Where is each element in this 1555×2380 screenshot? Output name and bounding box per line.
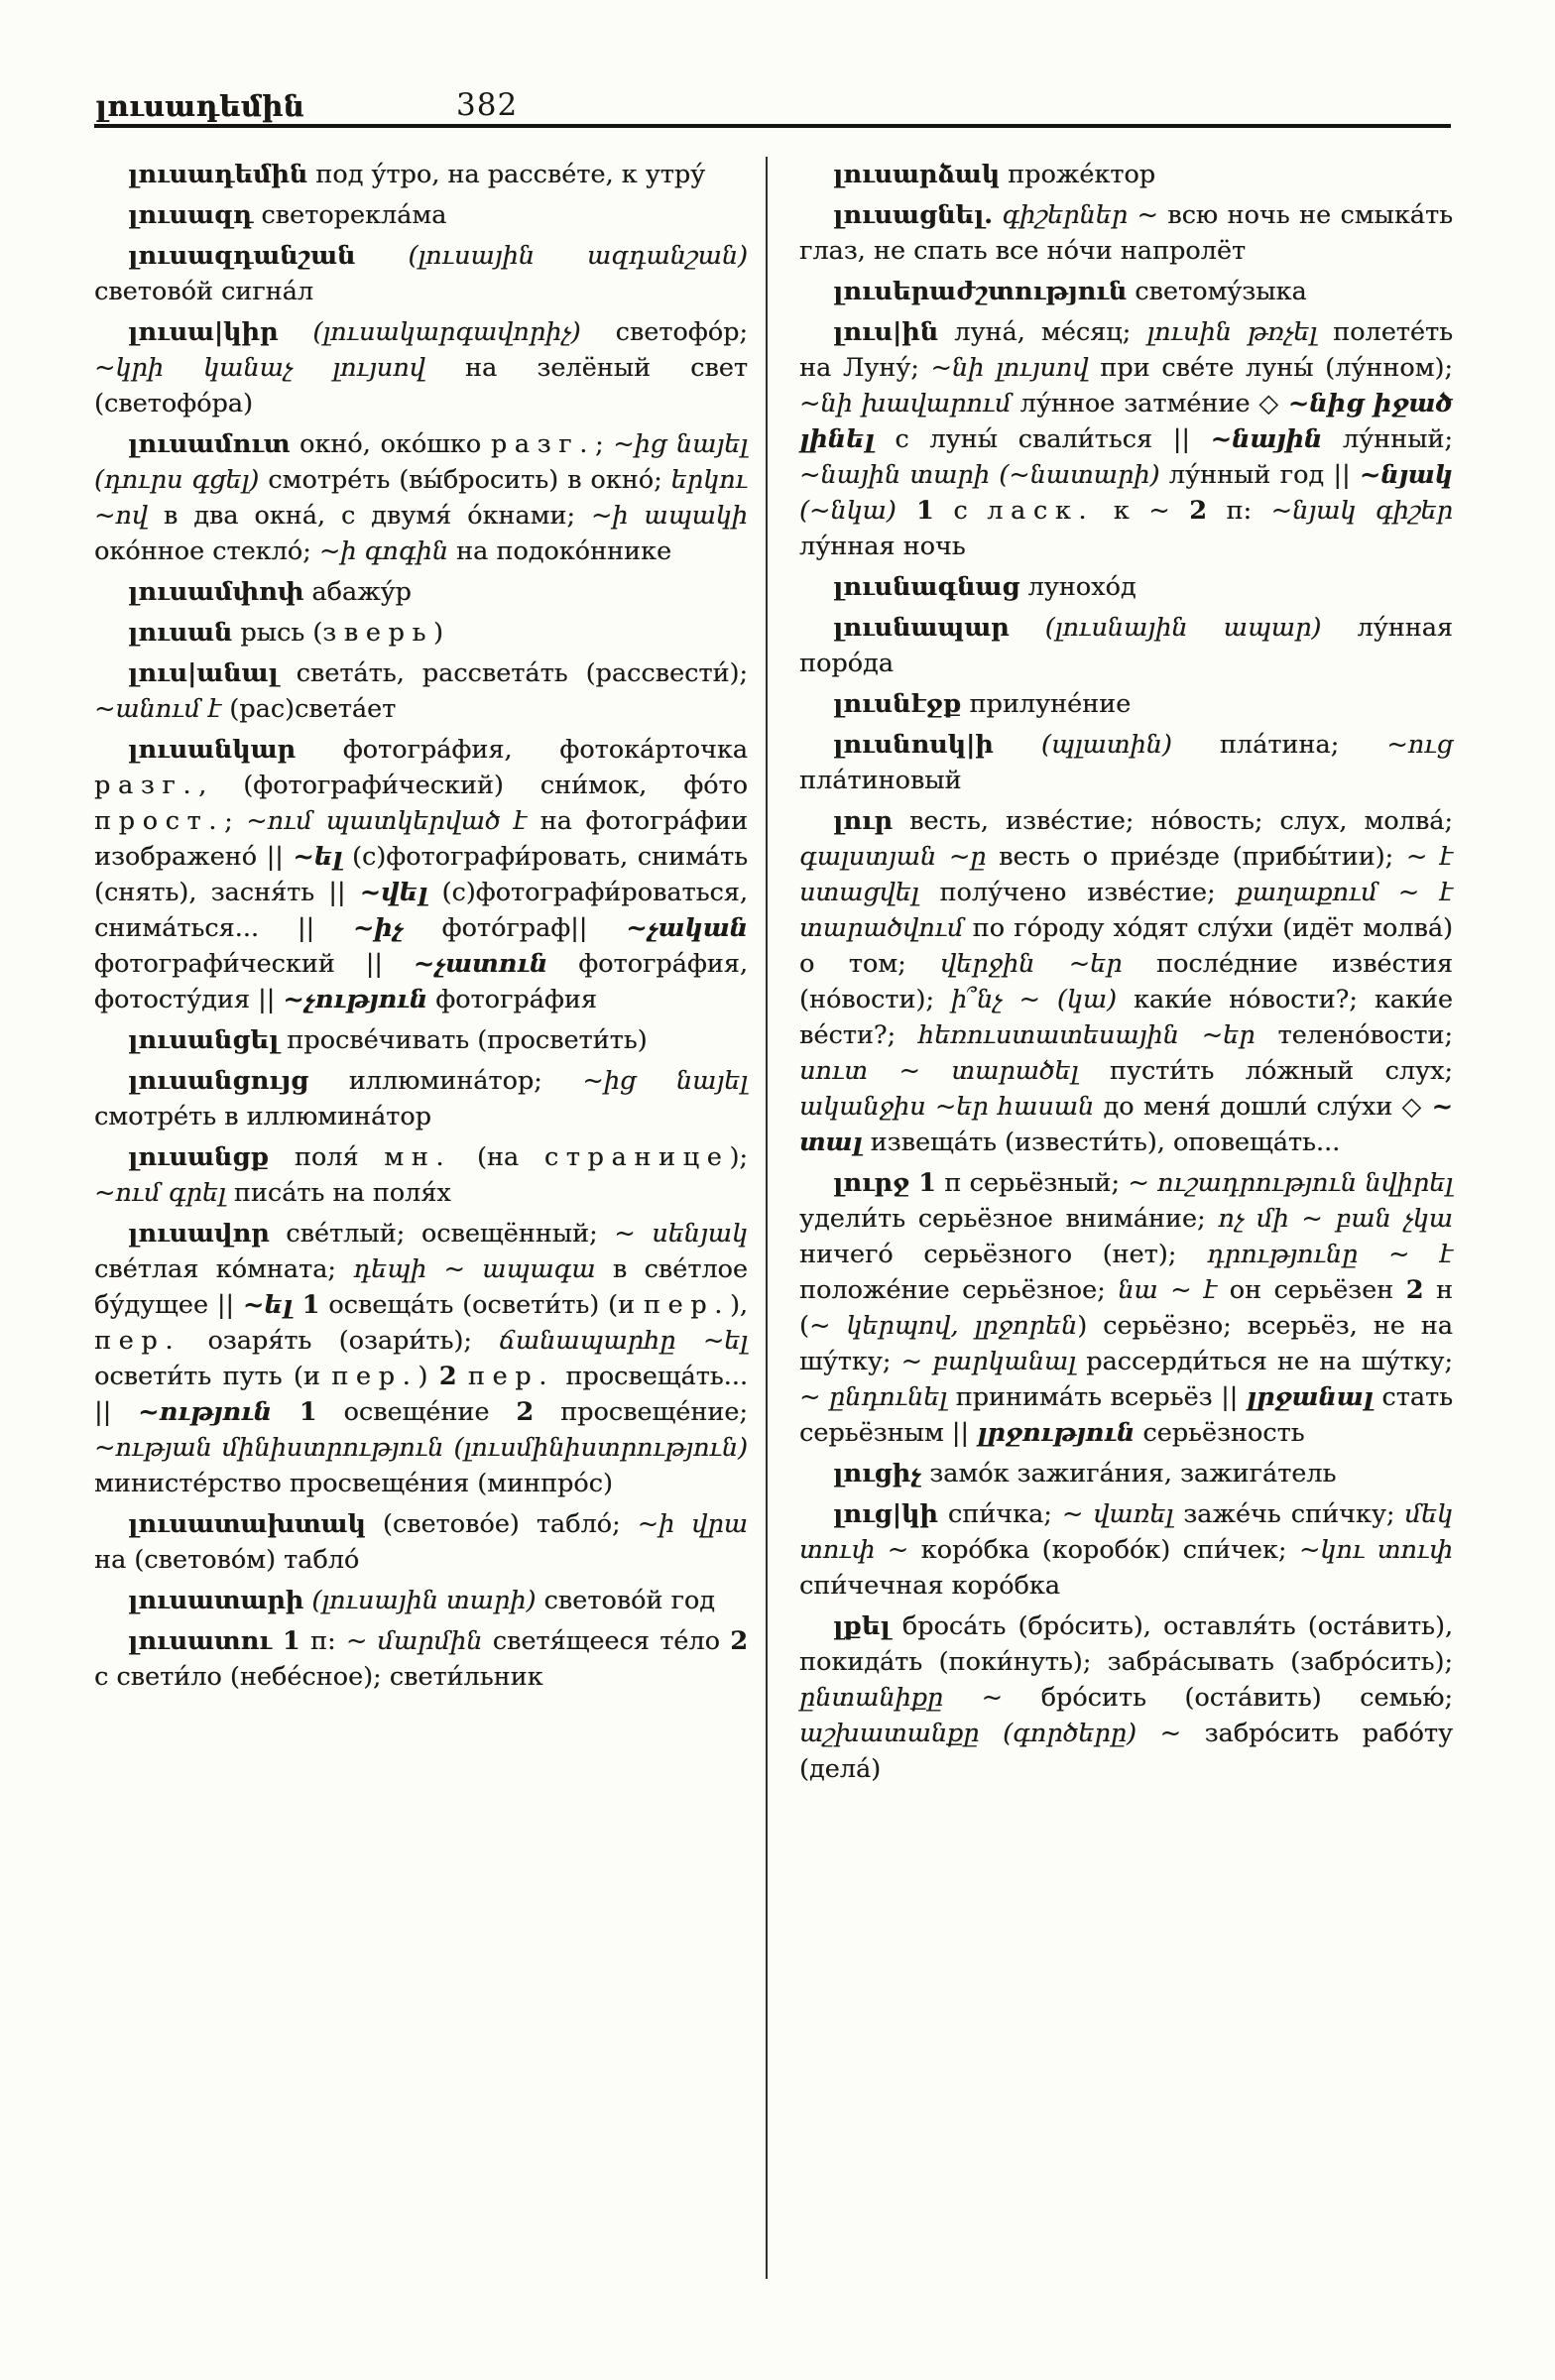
armenian-sublemma: ~ություն: [138, 1397, 273, 1427]
sense-number: 1: [896, 496, 934, 526]
russian-translation: забро́сить рабо́ту (дела́): [799, 1719, 1453, 1784]
russian-translation: весть, изве́стие; но́вость; слух, молва́;: [893, 806, 1453, 836]
dictionary-entry: [799, 157, 1453, 192]
russian-translation: озаря́ть (озари́ть);: [180, 1326, 500, 1356]
russian-translation: луна́, ме́сяц;: [938, 317, 1147, 347]
sense-number: 1: [909, 1168, 936, 1198]
sense-number: 1: [272, 1397, 317, 1427]
russian-translation: [456, 1362, 467, 1391]
headword: լուսնոսկ|ի: [833, 730, 994, 760]
russian-translation: всю ночь не смыка́ть глаз, не спать все но́чи напролёт: [799, 200, 1453, 266]
armenian-example: ~նյակ գիշեր: [1270, 496, 1453, 526]
headword: լուր: [833, 806, 894, 836]
russian-translation: просвеща́ть... ||: [94, 1362, 748, 1427]
headword: լուսատախտակ: [128, 1509, 366, 1539]
header-rule: [94, 124, 1451, 128]
dictionary-entry: [94, 1623, 748, 1695]
armenian-sublemma: ~ տալ: [799, 1092, 1453, 1157]
russian-translation: светово́й сигна́л: [94, 277, 314, 306]
armenian-sublemma: ~չություն: [283, 985, 428, 1014]
armenian-example: ~ի ապակի: [590, 501, 748, 531]
russian-translation: до меня́ дошли́ слу́хи ◇: [1094, 1092, 1432, 1122]
russian-translation: лу́нная поро́да: [799, 613, 1453, 678]
abbreviation: ласк.: [987, 496, 1095, 526]
russian-translation: смотре́ть (вы́бросить) в окно́;: [259, 465, 671, 495]
russian-translation: при све́те луны́ (лу́нном);: [1088, 353, 1453, 383]
dictionary-entry: [94, 574, 748, 610]
russian-translation: ;: [594, 429, 614, 459]
russian-translation: (на: [451, 1142, 544, 1172]
russian-translation: око́нное стекло́;: [94, 536, 319, 566]
russian-translation: с луны́ свали́ться ||: [874, 424, 1211, 454]
headword: լուսնէջք: [833, 689, 962, 719]
armenian-example: վերջին ~եր: [940, 949, 1123, 979]
russian-translation: с свети́ло (небе́сное); свети́льник: [94, 1662, 543, 1692]
armenian-example: ~ում գրել: [94, 1178, 226, 1208]
russian-translation: ) серьёзно; всерьёз, не на шу́тку;: [799, 1311, 1453, 1376]
armenian-sublemma: ~վել: [359, 878, 428, 907]
russian-translation: освеща́ть (освети́ть) (и: [319, 1290, 644, 1320]
headword: լուսանցույց: [128, 1066, 309, 1096]
dictionary-entry: [799, 686, 1453, 722]
abbreviation: мн.: [384, 1142, 452, 1172]
dictionary-entry: [94, 197, 748, 233]
russian-translation: на (светово́м) табло́: [94, 1545, 360, 1575]
russian-translation: коро́бка (коробо́к) спи́чек;: [908, 1535, 1299, 1565]
russian-translation: лунохо́д: [1019, 572, 1136, 602]
russian-translation: п:: [299, 1626, 346, 1656]
armenian-sublemma: ~նային: [1210, 424, 1323, 454]
russian-translation: в два окна́, с двумя́ о́кнами;: [147, 501, 591, 531]
armenian-example: նա ~ է: [1118, 1275, 1218, 1305]
dictionary-entry: [799, 569, 1453, 605]
russian-translation: броса́ть (бро́сить), оставля́ть (оста́вить), покида́ть (поки́нуть); забра́сывать (забро́сить);: [799, 1611, 1453, 1677]
russian-translation: лу́нный;: [1322, 424, 1453, 454]
russian-translation: светофо́р;: [580, 317, 748, 347]
headword: լուսամփոփ: [128, 577, 304, 607]
russian-translation: к ~: [1094, 496, 1190, 526]
armenian-example: դրությունը ~ է: [1206, 1240, 1453, 1269]
russian-translation: в све́тлое бу́дущее ||: [94, 1254, 748, 1320]
dictionary-entry: [94, 1139, 748, 1211]
russian-translation: п серьёзный;: [935, 1168, 1129, 1198]
russian-translation: светя́щееся те́ло: [482, 1626, 731, 1656]
armenian-sublemma: ~ել: [293, 842, 343, 872]
dictionary-entry: [94, 732, 748, 1017]
headword: լուսնապար: [833, 613, 1010, 643]
russian-translation: полу́чено изве́стие;: [918, 878, 1237, 907]
headword: լուսնագնաց: [833, 572, 1020, 602]
armenian-sublemma: ~ել: [242, 1290, 293, 1320]
running-head-keyword: լուսադեմին: [95, 89, 305, 123]
dictionary-entry: [94, 426, 748, 569]
armenian-example: ~ի վրա: [637, 1509, 748, 1539]
russian-translation: спи́чка;: [937, 1499, 1062, 1529]
russian-translation: проже́ктор: [1000, 160, 1156, 189]
russian-translation: каки́е но́вости?; каки́е ве́сти?;: [799, 985, 1453, 1050]
russian-translation: лу́нная ночь: [799, 532, 966, 561]
russian-translation: освеще́ние: [316, 1397, 517, 1427]
russian-translation: поля́: [269, 1142, 385, 1172]
dictionary-entry: [94, 238, 748, 309]
russian-translation: заже́чь спи́чку;: [1173, 1499, 1405, 1529]
armenian-example: ~ ուշադրություն նվիրել: [1128, 1168, 1453, 1198]
headword: լուցիչ: [833, 1459, 922, 1488]
armenian-example: ~ի գոգին: [318, 536, 448, 566]
armenian-example: ~ուց: [1386, 730, 1453, 760]
headword: լուսա|կիր: [128, 317, 279, 347]
russian-translation: све́тлый; освещённый;: [269, 1219, 615, 1249]
armenian-example: ~ության մինիստրություն (լուսմինիստրություն): [94, 1433, 748, 1463]
armenian-example: գիշերներ ~: [993, 200, 1158, 230]
armenian-example: (լուսնային ապար): [1009, 613, 1322, 643]
dictionary-entry: [94, 1216, 748, 1501]
russian-translation: на подоко́ннике: [447, 536, 672, 566]
headword: լուց|կի: [833, 1499, 938, 1529]
headword: լուսանցել: [128, 1025, 280, 1055]
armenian-sublemma: ~նից իջած լինել: [799, 389, 1454, 454]
russian-translation: смотре́ть в иллюмина́тор: [94, 1102, 431, 1131]
russian-translation: положе́ние серьёзное;: [799, 1275, 1119, 1305]
armenian-example: ~նի լույսով: [930, 353, 1089, 383]
abbreviation: пер.: [643, 1290, 730, 1320]
russian-translation: рассерди́ться не на шу́тку;: [1075, 1347, 1453, 1376]
armenian-example: ընտանիքը ~: [799, 1683, 1004, 1713]
sense-number: 1: [292, 1290, 320, 1320]
headword: լուսատու: [128, 1626, 272, 1656]
russian-translation: на зелёный свет (светофо́ра): [94, 353, 748, 418]
armenian-example: ~կրի կանաչ լույսով: [94, 353, 425, 383]
russian-translation: писа́ть на поля́х: [225, 1178, 451, 1208]
armenian-example: ~ վառել: [1061, 1499, 1174, 1529]
armenian-example: ~ մարմին: [345, 1626, 483, 1656]
armenian-example: ~ից նայել: [582, 1066, 748, 1096]
russian-translation: ничего́ серьёзного (нет);: [799, 1240, 1207, 1269]
armenian-example: ~նային տարի (~նատարի): [799, 460, 1160, 490]
russian-translation: фотографи́ческий ||: [94, 949, 414, 979]
abbreviation: разг.: [490, 429, 595, 459]
russian-translation: фотогра́фия, фотока́рточка: [295, 735, 748, 765]
russian-translation: с: [933, 496, 988, 526]
dictionary-entry: [94, 314, 748, 421]
dictionary-entry: [94, 157, 748, 192]
armenian-example: սուտ ~ տարածել: [799, 1056, 1079, 1086]
abbreviation: пер.: [94, 1326, 181, 1356]
dictionary-entry: [94, 615, 748, 651]
headword: լուսարձակ: [833, 160, 1001, 189]
dictionary-entry: [94, 1583, 748, 1618]
russian-translation: извеща́ть (извести́ть), оповеща́ть...: [862, 1128, 1341, 1157]
dictionary-entry: [94, 655, 748, 727]
armenian-example: (լուսային ազդանշան): [355, 241, 748, 271]
russian-translation: лу́нное затме́ние ◇: [1011, 389, 1288, 418]
abbreviation: разг.: [94, 771, 199, 800]
headword: լուրջ: [833, 1168, 910, 1198]
russian-translation: п:: [1206, 496, 1271, 526]
column-left: [94, 157, 748, 1792]
armenian-example: աշխատանքը (գործերը) ~: [799, 1719, 1181, 1748]
armenian-example: ~ սենյակ: [614, 1219, 748, 1249]
armenian-example: ի՞նչ ~ (կա): [950, 985, 1117, 1014]
armenian-example: (~նկա): [799, 496, 897, 526]
armenian-example: մեկ տուփ ~: [799, 1499, 1453, 1565]
russian-translation: ): [433, 618, 443, 648]
dictionary-body: [94, 157, 1453, 1792]
russian-translation: пусти́ть ло́жный слух;: [1078, 1056, 1453, 1086]
russian-translation: ;: [224, 806, 247, 836]
headword: լուսադեմին: [128, 160, 308, 189]
dictionary-entry: [799, 610, 1453, 681]
russian-translation: (рас)света́ет: [221, 694, 397, 724]
russian-translation: замо́к зажига́ния, зажига́тель: [921, 1459, 1337, 1488]
dictionary-entry: [799, 197, 1453, 269]
abbreviation: прост.: [94, 806, 225, 836]
armenian-example: (լուսային տարի): [303, 1586, 537, 1615]
headword: լուսանցք: [128, 1142, 270, 1172]
sense-number: 2: [438, 1362, 457, 1391]
russian-translation: стать серьёзным ||: [799, 1382, 1454, 1448]
russian-translation: светово́й год: [536, 1586, 715, 1615]
armenian-example: ոչ մի ~ բան չկա: [1218, 1204, 1454, 1234]
sense-number: 2: [1405, 1275, 1424, 1305]
russian-translation: света́ть, рассвета́ть (рассвести́);: [278, 658, 748, 688]
armenian-example: ~ից նայել (դուրս գցել): [94, 429, 748, 495]
sense-number: 1: [271, 1626, 300, 1656]
russian-translation: (с)фотографи́ровать, снима́ть (снять), засня́ть ||: [94, 842, 748, 907]
dictionary-entry: [799, 1496, 1453, 1604]
russian-translation: лу́нный год ||: [1159, 460, 1360, 490]
armenian-example: գալստյան ~ը: [799, 842, 987, 872]
abbreviation: зверь: [322, 618, 434, 648]
armenian-example: ~ բարկանալ: [900, 1347, 1076, 1376]
headword: լուսամուտ: [128, 429, 291, 459]
abbreviation: странице: [543, 1142, 730, 1172]
russian-translation: весть о прие́зде (прибы́тии);: [986, 842, 1406, 872]
armenian-example: ճանապարհը ~ել: [499, 1326, 748, 1356]
russian-translation: светорекла́ма: [253, 200, 447, 230]
armenian-example: դեպի ~ ապագա: [353, 1254, 596, 1284]
russian-translation: освети́ть путь (и: [94, 1362, 332, 1391]
armenian-example: ~նի խավարում: [799, 389, 1012, 418]
page-number: 382: [456, 87, 519, 123]
russian-translation: пла́тина;: [1171, 730, 1387, 760]
russian-translation: по го́роду хо́дят слу́хи (идёт молва́) о том;: [799, 913, 1453, 979]
russian-translation: удели́ть серьёзное внима́ние;: [799, 1204, 1219, 1234]
russian-translation: фото́граф||: [403, 913, 627, 943]
russian-translation: принима́ть всерьёз ||: [947, 1382, 1247, 1412]
armenian-sublemma: ~չատուն: [413, 949, 548, 979]
abbreviation: пер.: [467, 1362, 554, 1391]
russian-translation: фотогра́фия, фотосту́дия ||: [94, 949, 748, 1014]
russian-translation: ),: [729, 1290, 749, 1320]
russian-translation: министе́рство просвеще́ния (минпро́с): [94, 1469, 613, 1498]
russian-translation: н (: [799, 1275, 1453, 1341]
russian-translation: под у́тро, на рассве́те, к утру́: [307, 160, 706, 189]
armenian-sublemma: լրջանալ: [1246, 1382, 1374, 1412]
russian-translation: све́тлая ко́мната;: [94, 1254, 354, 1284]
russian-translation: абажу́р: [303, 577, 412, 607]
armenian-example: քաղաքում ~ է տարածվում: [799, 878, 1453, 943]
armenian-example: (պլատին): [993, 730, 1172, 760]
dictionary-entry: [799, 314, 1453, 564]
russian-translation: он серьёзен: [1217, 1275, 1406, 1305]
russian-translation: рысь (: [232, 618, 323, 648]
russian-translation: пла́тиновый: [799, 766, 962, 795]
russian-translation: телено́вости;: [1255, 1020, 1454, 1050]
russian-translation: бро́сить (оста́вить) семью́;: [1003, 1683, 1453, 1713]
russian-translation: (с)фотографи́роваться, снима́ться... ||: [94, 878, 748, 943]
armenian-example: ~ում պատկերված է: [246, 806, 528, 836]
headword: լուսատարի: [128, 1586, 304, 1615]
headword: լուս|ին: [833, 317, 939, 347]
russian-translation: полете́ть на Луну́;: [799, 317, 1454, 383]
russian-translation: светому́зыка: [1127, 277, 1307, 306]
dictionary-entry: [799, 1456, 1453, 1491]
headword: լուս|անալ: [128, 658, 279, 688]
russian-translation: серьёзность: [1135, 1418, 1305, 1448]
russian-translation: после́дние изве́стия (но́вости);: [799, 949, 1453, 1014]
dictionary-entry: [94, 1022, 748, 1058]
russian-translation: );: [729, 1142, 748, 1172]
armenian-sublemma: ~իչ: [352, 913, 404, 943]
russian-translation: просве́чивать (просвети́ть): [279, 1025, 648, 1055]
russian-translation: прилуне́ние: [961, 689, 1132, 719]
armenian-example: հեռուստատեսային ~եր: [918, 1020, 1256, 1050]
russian-translation: просвеще́ние;: [534, 1397, 748, 1427]
russian-translation: фотогра́фия: [427, 985, 597, 1014]
armenian-example: լուսին թռչել: [1146, 317, 1318, 347]
russian-translation: иллюмина́тор;: [308, 1066, 583, 1096]
armenian-example: ~ է ստացվել: [799, 842, 1453, 907]
russian-translation: окно́, око́шко: [290, 429, 491, 459]
headword: լուսավոր: [128, 1219, 270, 1249]
armenian-sublemma: լրջություն: [977, 1418, 1136, 1448]
armenian-example: (լուսակարգավորիչ): [278, 317, 581, 347]
dictionary-entry: [799, 727, 1453, 798]
dictionary-entry: [799, 274, 1453, 309]
dictionary-entry: [799, 1165, 1453, 1451]
armenian-example: ականջիս ~եր հասան: [799, 1092, 1095, 1122]
sense-number: 2: [1189, 496, 1207, 526]
dictionary-entry: [799, 1608, 1453, 1787]
armenian-example: ~ կերպով, լրջորեն: [808, 1311, 1078, 1341]
headword: լուսացնել.: [833, 200, 994, 230]
russian-translation: , (фотографи́ческий) сни́мок, фо́то: [198, 771, 748, 800]
headword: լուսազդ: [128, 200, 254, 230]
russian-translation: спи́чечная коро́бка: [799, 1571, 1060, 1601]
armenian-example: ~անում է: [94, 694, 222, 724]
dictionary-entry: [94, 1063, 748, 1134]
sense-number: 2: [516, 1397, 535, 1427]
headword: լուսերաժշտություն: [833, 277, 1128, 306]
armenian-example: ~ ընդունել: [799, 1382, 947, 1412]
armenian-sublemma: ~նյակ: [1359, 460, 1453, 490]
column-right: [799, 157, 1453, 1792]
sense-number: 2: [730, 1626, 748, 1656]
armenian-sublemma: ~չական: [626, 913, 748, 943]
armenian-example: երկու ~ով: [94, 465, 748, 531]
armenian-example: ~կու տուփ: [1298, 1535, 1453, 1565]
russian-translation: на фотогра́фии изображено́ ||: [94, 806, 748, 872]
headword: լուսան: [128, 618, 233, 648]
russian-translation: (светово́е) табло́;: [365, 1509, 638, 1539]
headword: լուսանկար: [128, 735, 296, 765]
dictionary-entry: [94, 1506, 748, 1578]
headword: լքել: [833, 1611, 891, 1641]
headword: լուսազդանշան: [128, 241, 356, 271]
abbreviation: пер.: [331, 1362, 419, 1391]
dictionary-entry: [799, 803, 1453, 1160]
russian-translation: ): [418, 1362, 439, 1391]
